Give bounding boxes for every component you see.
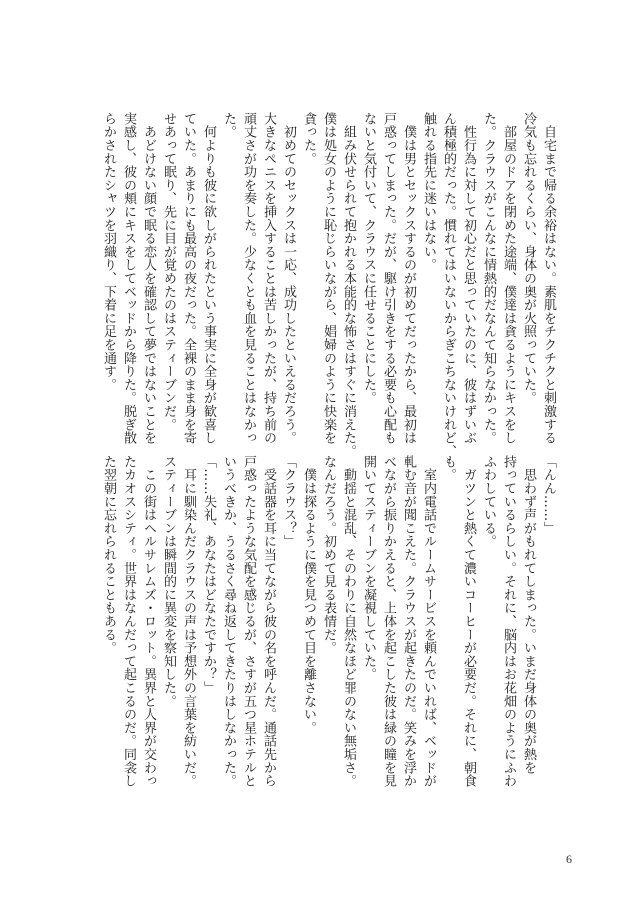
text-line: スティーブンは瞬間的に異変を察知した。 <box>161 455 176 708</box>
text-line: 組み伏せられて抱かれる本能的な怖さはすぐに消えた。 <box>341 112 356 458</box>
text-line: 僕は探るように僕を見つめて目を離さない。 <box>301 455 316 735</box>
text-line: らかされたシャツを羽織り、下着に足を通す。 <box>101 112 116 392</box>
text-line: せあって眠り、先に目が覚めたのはスティーブンだ。 <box>161 112 176 432</box>
page-number: 6 <box>566 852 572 866</box>
text-line: 貪った。 <box>301 112 316 166</box>
text-line: 室内電話でルームサービスを頼んでいれば、ベッドが <box>421 455 436 788</box>
text-line: 「……失礼、あなたはどなたですか？」 <box>201 455 216 695</box>
text-line: 戸惑ってしまった。だが、駆け引きをする必要も心配も <box>381 112 396 445</box>
text-line: 自宅まで帰る余裕はない。素肌をチクチクと刺激する <box>541 112 556 445</box>
text-line: べながら振りかえると、上体を起こした彼は緑の瞳を見 <box>381 455 396 788</box>
text-line: 持っているらしい。それに、脳内はお花畑のようにふわ <box>501 455 516 788</box>
text-line: 戸惑ったような気配を感じるが、さすが五つ星ホテルと <box>241 455 256 788</box>
text-line: 何よりも彼に欲しがられたという事実に全身が歓喜し <box>201 112 216 445</box>
text-line: た。 <box>221 112 236 139</box>
text-line: 冷気も忘れるくらい、身体の奥が火照っていた。 <box>521 112 536 405</box>
text-line: 「んん……」 <box>541 455 556 535</box>
text-line: た翌朝に忘れられることもある。 <box>101 455 116 655</box>
text-line: あどけない顔で眠る恋人を確認して夢ではないことを <box>141 112 156 445</box>
text-line: 「クラウス？」 <box>281 455 296 549</box>
text-line: ん積極的だった。慣れてはいないからぎこちないけれど、 <box>441 112 456 458</box>
text-line: 耳に馴染んだクラウスの声は予想外の言葉を紡いだ。 <box>181 455 196 788</box>
text-line: 軋む音が聞こえた。クラウスが起きたのだ。笑みを浮か <box>401 455 416 788</box>
text-line: ないと気付いて、クラウスに任せることにした。 <box>361 112 376 405</box>
text-line: 頑丈さが功を奏した。少なくとも血を見ることはなかっ <box>241 112 256 445</box>
text-line: 部屋のドアを閉めた途端、僕達は貪るようにキスをし <box>501 112 516 445</box>
text-line: 受話器を耳に当てながら彼の名を呼んだ。通話先から <box>261 455 276 788</box>
text-line: なんだろう。初めて見る表情だ。 <box>321 455 336 655</box>
text-line: いうべきか、うるさく尋ね返してきたりはしなかった。 <box>221 455 236 788</box>
text-line: ていた。あまりにも最高の夜だった。全裸のまま身を寄 <box>181 112 196 445</box>
text-line: 大きなペニスを挿入することは苦しかったが、持ち前の <box>261 112 276 445</box>
text-line: 実感し、彼の頬にキスをしてベッドから降りた。脱ぎ散 <box>121 112 136 445</box>
text-line: 動揺と混乱、そのわりに自然なほど罪のない無垢さ。 <box>341 455 356 788</box>
text-line: ふわしている。 <box>481 455 496 549</box>
text-line: ガツンと熱くて濃いコーヒーが必要だ。それに、朝食 <box>461 455 476 788</box>
text-line: 性行為に対して初心だと思っていたのに、彼はずいぶ <box>461 112 476 445</box>
text-line: 開いてスティーブンを凝視していた。 <box>361 455 376 682</box>
text-block-top <box>101 112 558 458</box>
text-line: た。クラウスがこんなに情熱的だなんて知らなかった。 <box>481 112 496 445</box>
text-line: 僕は処女のように恥じらいながら、娼婦のように快楽を <box>321 112 336 445</box>
text-line: 初めてのセックスは一応、成功したといえるだろう。 <box>281 112 296 445</box>
text-line: も。 <box>441 455 456 482</box>
text-line: この街はヘルサレムズ・ロット。異界と人界が交わっ <box>141 455 156 788</box>
text-line: 僕は男とセックスするのが初めてだったから、最初は <box>401 112 416 445</box>
text-block-bottom <box>101 455 558 788</box>
text-line: 思わず声がもれてしまった。いまだ身体の奥が熱を <box>521 455 536 775</box>
text-line: たカオスシティ。世界はなんだって起こるのだ。同衾し <box>121 455 136 788</box>
text-line: 触れる指先に迷いはない。 <box>421 112 436 272</box>
